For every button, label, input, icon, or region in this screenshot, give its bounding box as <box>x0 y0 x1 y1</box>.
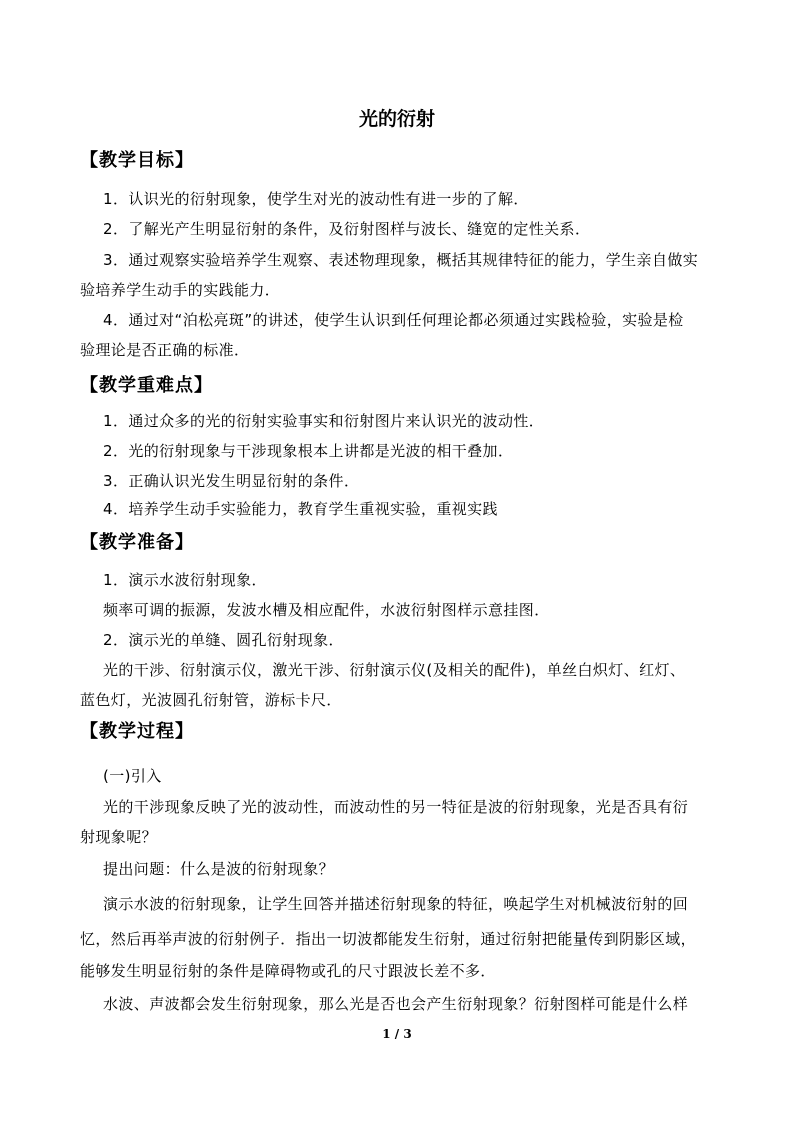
keypoint-item: 1．通过众多的光的衍射实验事实和衍射图片来认识光的波动性． <box>103 412 545 430</box>
prep-item: 光的干涉、衍射演示仪，激光干涉、衍射演示仪(及相关的配件)，单丝白炽灯、红灯、 <box>103 661 686 679</box>
goal-item-continued: 验培养学生动手的实践能力． <box>80 281 281 299</box>
keypoint-item: 3．正确认识光发生明显衍射的条件． <box>103 472 360 490</box>
section-heading-prep: 【教学准备】 <box>80 532 194 553</box>
process-item-continued: 射现象呢？ <box>80 828 158 846</box>
goal-item: 2．了解光产生明显衍射的条件，及衍射图样与波长、缝宽的定性关系． <box>103 220 591 238</box>
section-heading-keypoints: 【教学重难点】 <box>80 375 213 396</box>
process-item-continued: 忆，然后再举声波的衍射例子．指出一切波都能发生衍射，通过衍射把能量传到阴影区域， <box>80 930 697 948</box>
process-item-continued: 能够发生明显衍射的条件是障碍物或孔的尺寸跟波长差不多． <box>80 962 496 980</box>
page-number: 1 / 3 <box>382 1027 412 1041</box>
process-item: 光的干涉现象反映了光的波动性，而波动性的另一特征是波的衍射现象，光是否具有衍 <box>103 798 689 816</box>
section-heading-goals: 【教学目标】 <box>80 150 194 171</box>
section-heading-process: 【教学过程】 <box>80 721 194 742</box>
process-item: (一)引入 <box>103 767 162 785</box>
process-item: 水波、声波都会发生衍射现象，那么光是否也会产生衍射现象？衍射图样可能是什么样 <box>103 995 689 1013</box>
keypoint-item: 2．光的衍射现象与干涉现象根本上讲都是光波的相干叠加． <box>103 442 514 460</box>
goal-item-continued: 验理论是否正确的标准． <box>80 341 250 359</box>
goal-item: 4．通过对“泊松亮斑”的讲述，使学生认识到任何理论都必须通过实践检验，实验是检 <box>103 311 684 329</box>
process-item: 提出问题：什么是波的衍射现象？ <box>103 860 335 878</box>
prep-item: 1．演示水波衍射现象． <box>103 571 267 589</box>
keypoint-item: 4．培养学生动手实验能力，教育学生重视实验，重视实践 <box>103 500 498 518</box>
goal-item: 1．认识光的衍射现象，使学生对光的波动性有进一步的了解． <box>103 190 529 208</box>
document-title: 光的衍射 <box>358 108 435 130</box>
prep-item: 2．演示光的单缝、圆孔衍射现象． <box>103 631 344 649</box>
goal-item: 3．通过观察实验培养学生观察、表述物理现象，概括其规律特征的能力，学生亲自做实 <box>103 251 699 269</box>
prep-item-continued: 蓝色灯，光波圆孔衍射管，游标卡尺． <box>80 691 342 709</box>
prep-item: 频率可调的振源，发波水槽及相应配件，水波衍射图样示意挂图． <box>103 601 550 619</box>
process-item: 演示水波的衍射现象，让学生回答并描述衍射现象的特征，唤起学生对机械波衍射的回 <box>103 895 689 913</box>
